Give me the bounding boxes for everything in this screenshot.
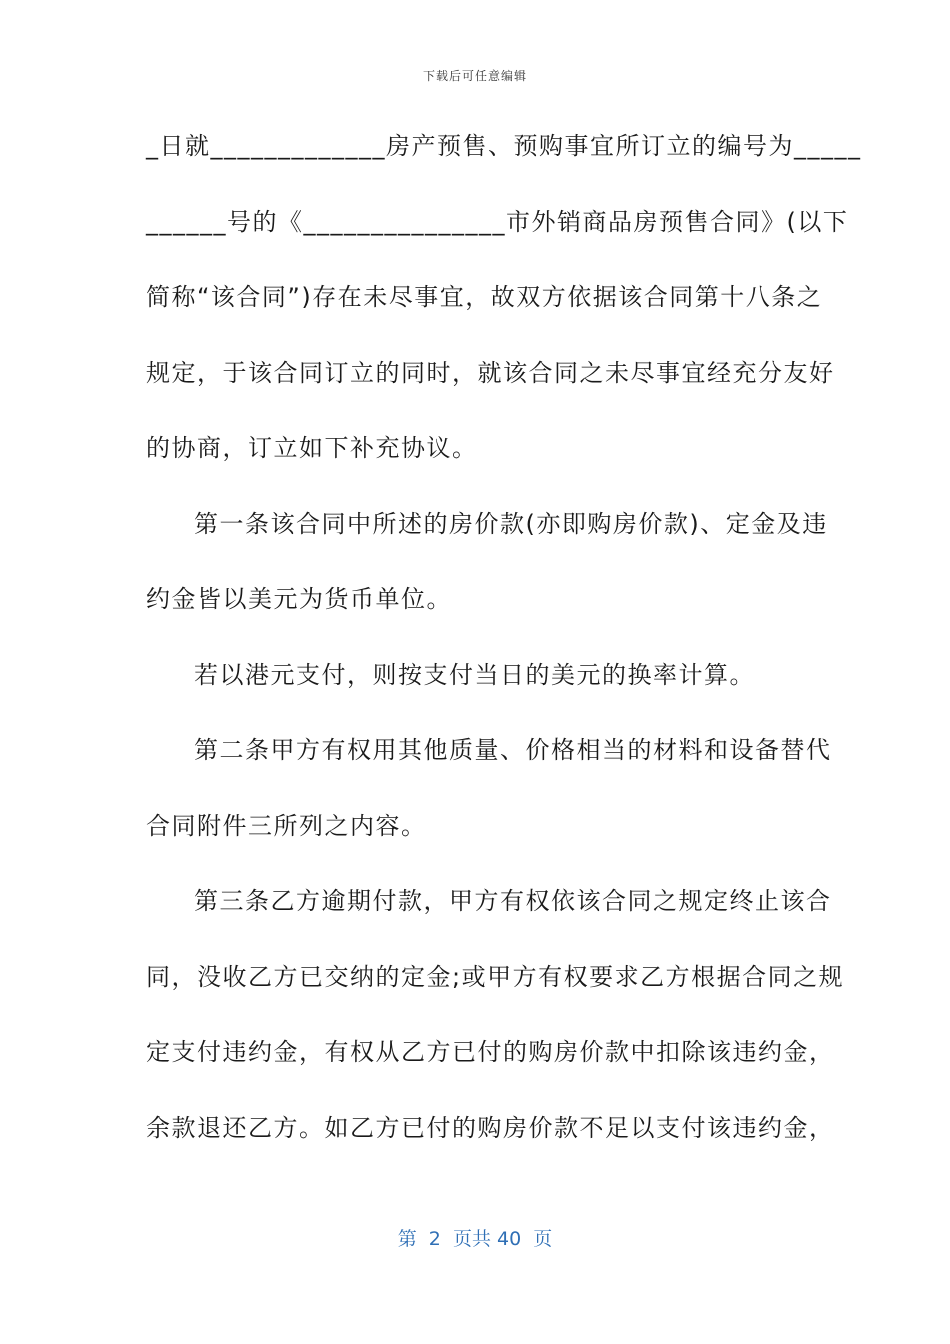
text-line: 同，没收乙方已交纳的定金;或甲方有权要求乙方根据合同之规 — [146, 962, 845, 991]
text-line: 余款退还乙方。如乙方已付的购房价款不足以支付该违约金， — [146, 1113, 835, 1142]
document-body — [146, 124, 862, 1181]
text-line: 的协商，订立如下补充协议。 — [146, 434, 478, 462]
text-line: 第三条乙方逾期付款，甲方有权依该合同之规定终止该合 — [194, 887, 832, 915]
text-line: 简称“该合同”)存在未尽事宜，故双方依据该合同第十八条之 — [146, 283, 823, 311]
page-number: 第 2 页共 40 页 — [397, 1228, 553, 1250]
text-line: 合同附件三所列之内容。 — [146, 811, 427, 840]
text-line: 第二条甲方有权用其他质量、价格相当的材料和设备替代 — [194, 736, 832, 764]
text-line: 第一条该合同中所述的房价款(亦即购房价款)、定金及违 — [194, 509, 828, 538]
text-line: 定支付违约金，有权从乙方已付的购房价款中扣除该违约金， — [146, 1038, 835, 1066]
text-line: 约金皆以美元为货币单位。 — [146, 585, 452, 613]
text-line: 若以港元支付，则按支付当日的美元的换率计算。 — [194, 660, 755, 689]
text-line: ______号的《_______________市外销商品房预售合同》(以下 — [146, 207, 849, 236]
text-line: _日就_____________房产预售、预购事宜所订立的编号为_____ — [146, 132, 862, 160]
text-line: 规定，于该合同订立的同时，就该合同之未尽事宜经充分友好 — [146, 358, 835, 387]
header-note: 下载后可任意编辑 — [422, 69, 527, 83]
